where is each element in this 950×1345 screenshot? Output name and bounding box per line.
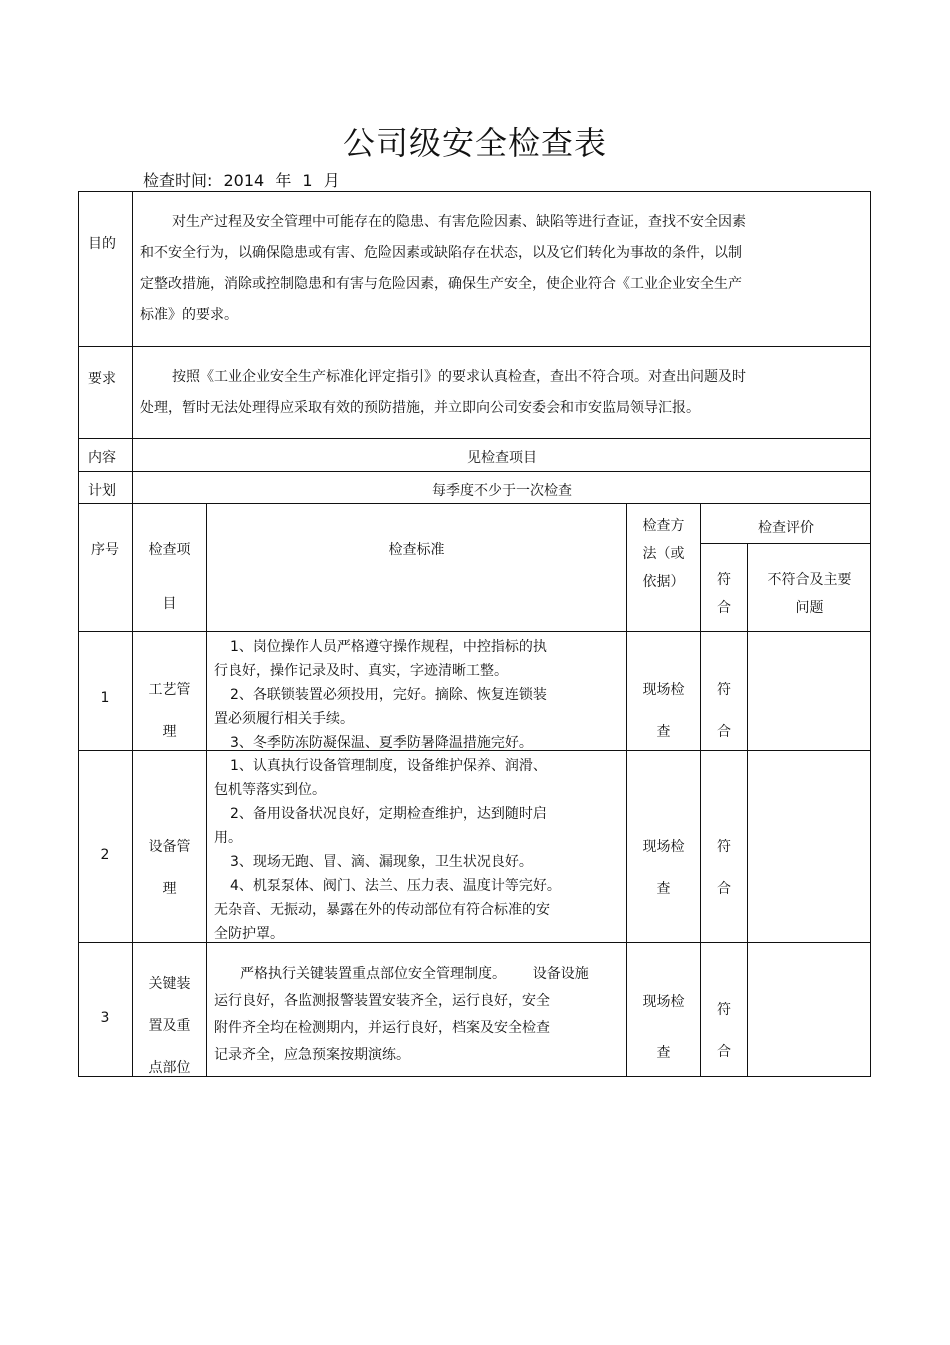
row-standard xyxy=(214,961,589,1069)
row-no: 1 xyxy=(100,690,110,706)
header-nonconform-line: 不符合及主要 xyxy=(767,572,852,588)
header-nonconform xyxy=(748,566,871,622)
header-item-line: 检查项 xyxy=(148,542,191,558)
row-method xyxy=(627,826,700,910)
row-method-line: 查 xyxy=(656,881,671,897)
purpose-line: 标准》的要求。 xyxy=(140,307,238,323)
standard-line: 严格执行关键装置重点部位安全管理制度。 设备设施 xyxy=(240,966,589,982)
standard-line: 1、认真执行设备管理制度，设备维护保养、润滑、 xyxy=(230,758,547,774)
header-method xyxy=(627,512,700,596)
row-item-line: 点部位 xyxy=(148,1060,191,1076)
row-standard xyxy=(214,635,547,755)
row-eval xyxy=(701,989,747,1073)
standard-line: 3、冬季防冻防凝保温、夏季防暑降温措施完好。 xyxy=(230,735,533,751)
inspection-date xyxy=(143,168,346,191)
row-no: 3 xyxy=(100,1010,110,1026)
header-conform-line: 符 xyxy=(717,572,731,588)
row-method-line: 查 xyxy=(656,1045,671,1061)
requirement-label: 要求 xyxy=(88,371,116,387)
purpose-text xyxy=(140,207,860,331)
row-method xyxy=(627,669,700,753)
plan-value: 每季度不少于一次检查 xyxy=(432,483,572,499)
purpose-line: 定整改措施，消除或控制隐患和有害与危险因素，确保生产安全，使企业符合《工业企业安全生产 xyxy=(140,276,742,292)
row-item xyxy=(133,826,206,910)
standard-line: 用。 xyxy=(214,830,242,846)
row-item-line: 理 xyxy=(162,881,177,897)
row-item-line: 设备管 xyxy=(148,839,191,855)
standard-line: 包机等落实到位。 xyxy=(214,782,326,798)
row-method xyxy=(627,977,700,1079)
row-eval xyxy=(701,669,747,753)
header-method-line: 依据） xyxy=(642,574,685,590)
standard-line: 2、各联锁装置必须投用，完好。摘除、恢复连锁装 xyxy=(230,687,547,703)
standard-line: 行良好，操作记录及时、真实，字迹清晰工整。 xyxy=(214,663,508,679)
row-item-line: 置及重 xyxy=(148,1018,191,1034)
header-standard: 检查标准 xyxy=(388,542,445,558)
purpose-line: 和不安全行为，以确保隐患或有害、危险因素或缺陷存在状态，以及它们转化为事故的条件，以制 xyxy=(140,245,742,261)
date-year-unit: 年 xyxy=(275,171,292,190)
standard-line: 1、岗位操作人员严格遵守操作规程，中控指标的执 xyxy=(230,639,547,655)
row-item xyxy=(133,669,206,753)
requirement-line: 处理，暂时无法处理得应采取有效的预防措施，并立即向公司安委会和市安监局领导汇报。 xyxy=(140,400,700,416)
date-month-unit: 月 xyxy=(323,171,340,190)
row-eval xyxy=(701,826,747,910)
standard-line: 附件齐全均在检测期内，并运行良好，档案及安全检查 xyxy=(214,1020,550,1036)
header-method-line: 法（或 xyxy=(642,546,685,562)
content-label: 内容 xyxy=(88,450,116,466)
standard-line: 运行良好，各监测报警装置安装齐全，运行良好，安全 xyxy=(214,993,550,1009)
purpose-label: 目的 xyxy=(88,236,116,252)
standard-line: 2、备用设备状况良好，定期检查维护，达到随时启 xyxy=(230,806,547,822)
row-eval-line: 合 xyxy=(717,881,731,897)
row-eval-line: 符 xyxy=(717,839,731,855)
row-eval-line: 符 xyxy=(717,1002,731,1018)
standard-line: 置必须履行相关手续。 xyxy=(214,711,354,727)
header-item xyxy=(133,539,206,613)
standard-line: 记录齐全，应急预案按期演练。 xyxy=(214,1047,410,1063)
row-eval-line: 符 xyxy=(717,682,731,698)
header-no: 序号 xyxy=(91,542,119,558)
row-item-line: 工艺管 xyxy=(148,682,191,698)
standard-line: 全防护罩。 xyxy=(214,926,284,942)
row-no: 2 xyxy=(100,847,110,863)
row-eval-line: 合 xyxy=(717,1044,731,1060)
header-nonconform-line: 问题 xyxy=(795,600,824,616)
requirement-text xyxy=(140,362,860,424)
row-standard xyxy=(214,754,561,946)
document-title: 公司级安全检查表 xyxy=(342,124,607,162)
date-year: 2014 xyxy=(223,171,265,190)
row-method-line: 查 xyxy=(656,724,671,740)
header-method-line: 检查方 xyxy=(642,518,685,534)
purpose-line: 对生产过程及安全管理中可能存在的隐患、有害危险因素、缺陷等进行查证，查找不安全因素 xyxy=(172,214,746,230)
row-item xyxy=(133,963,206,1089)
row-method-line: 现场检 xyxy=(642,994,685,1010)
header-conform-line: 合 xyxy=(717,600,731,616)
header-item-line: 目 xyxy=(162,596,177,612)
row-method-line: 现场检 xyxy=(642,682,685,698)
content-value: 见检查项目 xyxy=(467,450,537,466)
requirement-line: 按照《工业企业安全生产标准化评定指引》的要求认真检查，查出不符合项。对查出问题及时 xyxy=(172,369,746,385)
standard-line: 3、现场无跑、冒、滴、漏现象，卫生状况良好。 xyxy=(230,854,533,870)
standard-line: 4、机泵泵体、阀门、法兰、压力表、温度计等完好。 xyxy=(230,878,561,894)
row-eval-line: 合 xyxy=(717,724,731,740)
row-item-line: 理 xyxy=(162,724,177,740)
date-label: 检查时间: xyxy=(143,171,213,190)
date-month: 1 xyxy=(302,171,313,190)
header-conform xyxy=(701,566,747,622)
standard-line: 无杂音、无振动，暴露在外的传动部位有符合标准的安 xyxy=(214,902,550,918)
plan-label: 计划 xyxy=(88,483,116,499)
row-item-line: 关键装 xyxy=(148,976,191,992)
header-eval: 检查评价 xyxy=(758,520,814,536)
row-method-line: 现场检 xyxy=(642,839,685,855)
